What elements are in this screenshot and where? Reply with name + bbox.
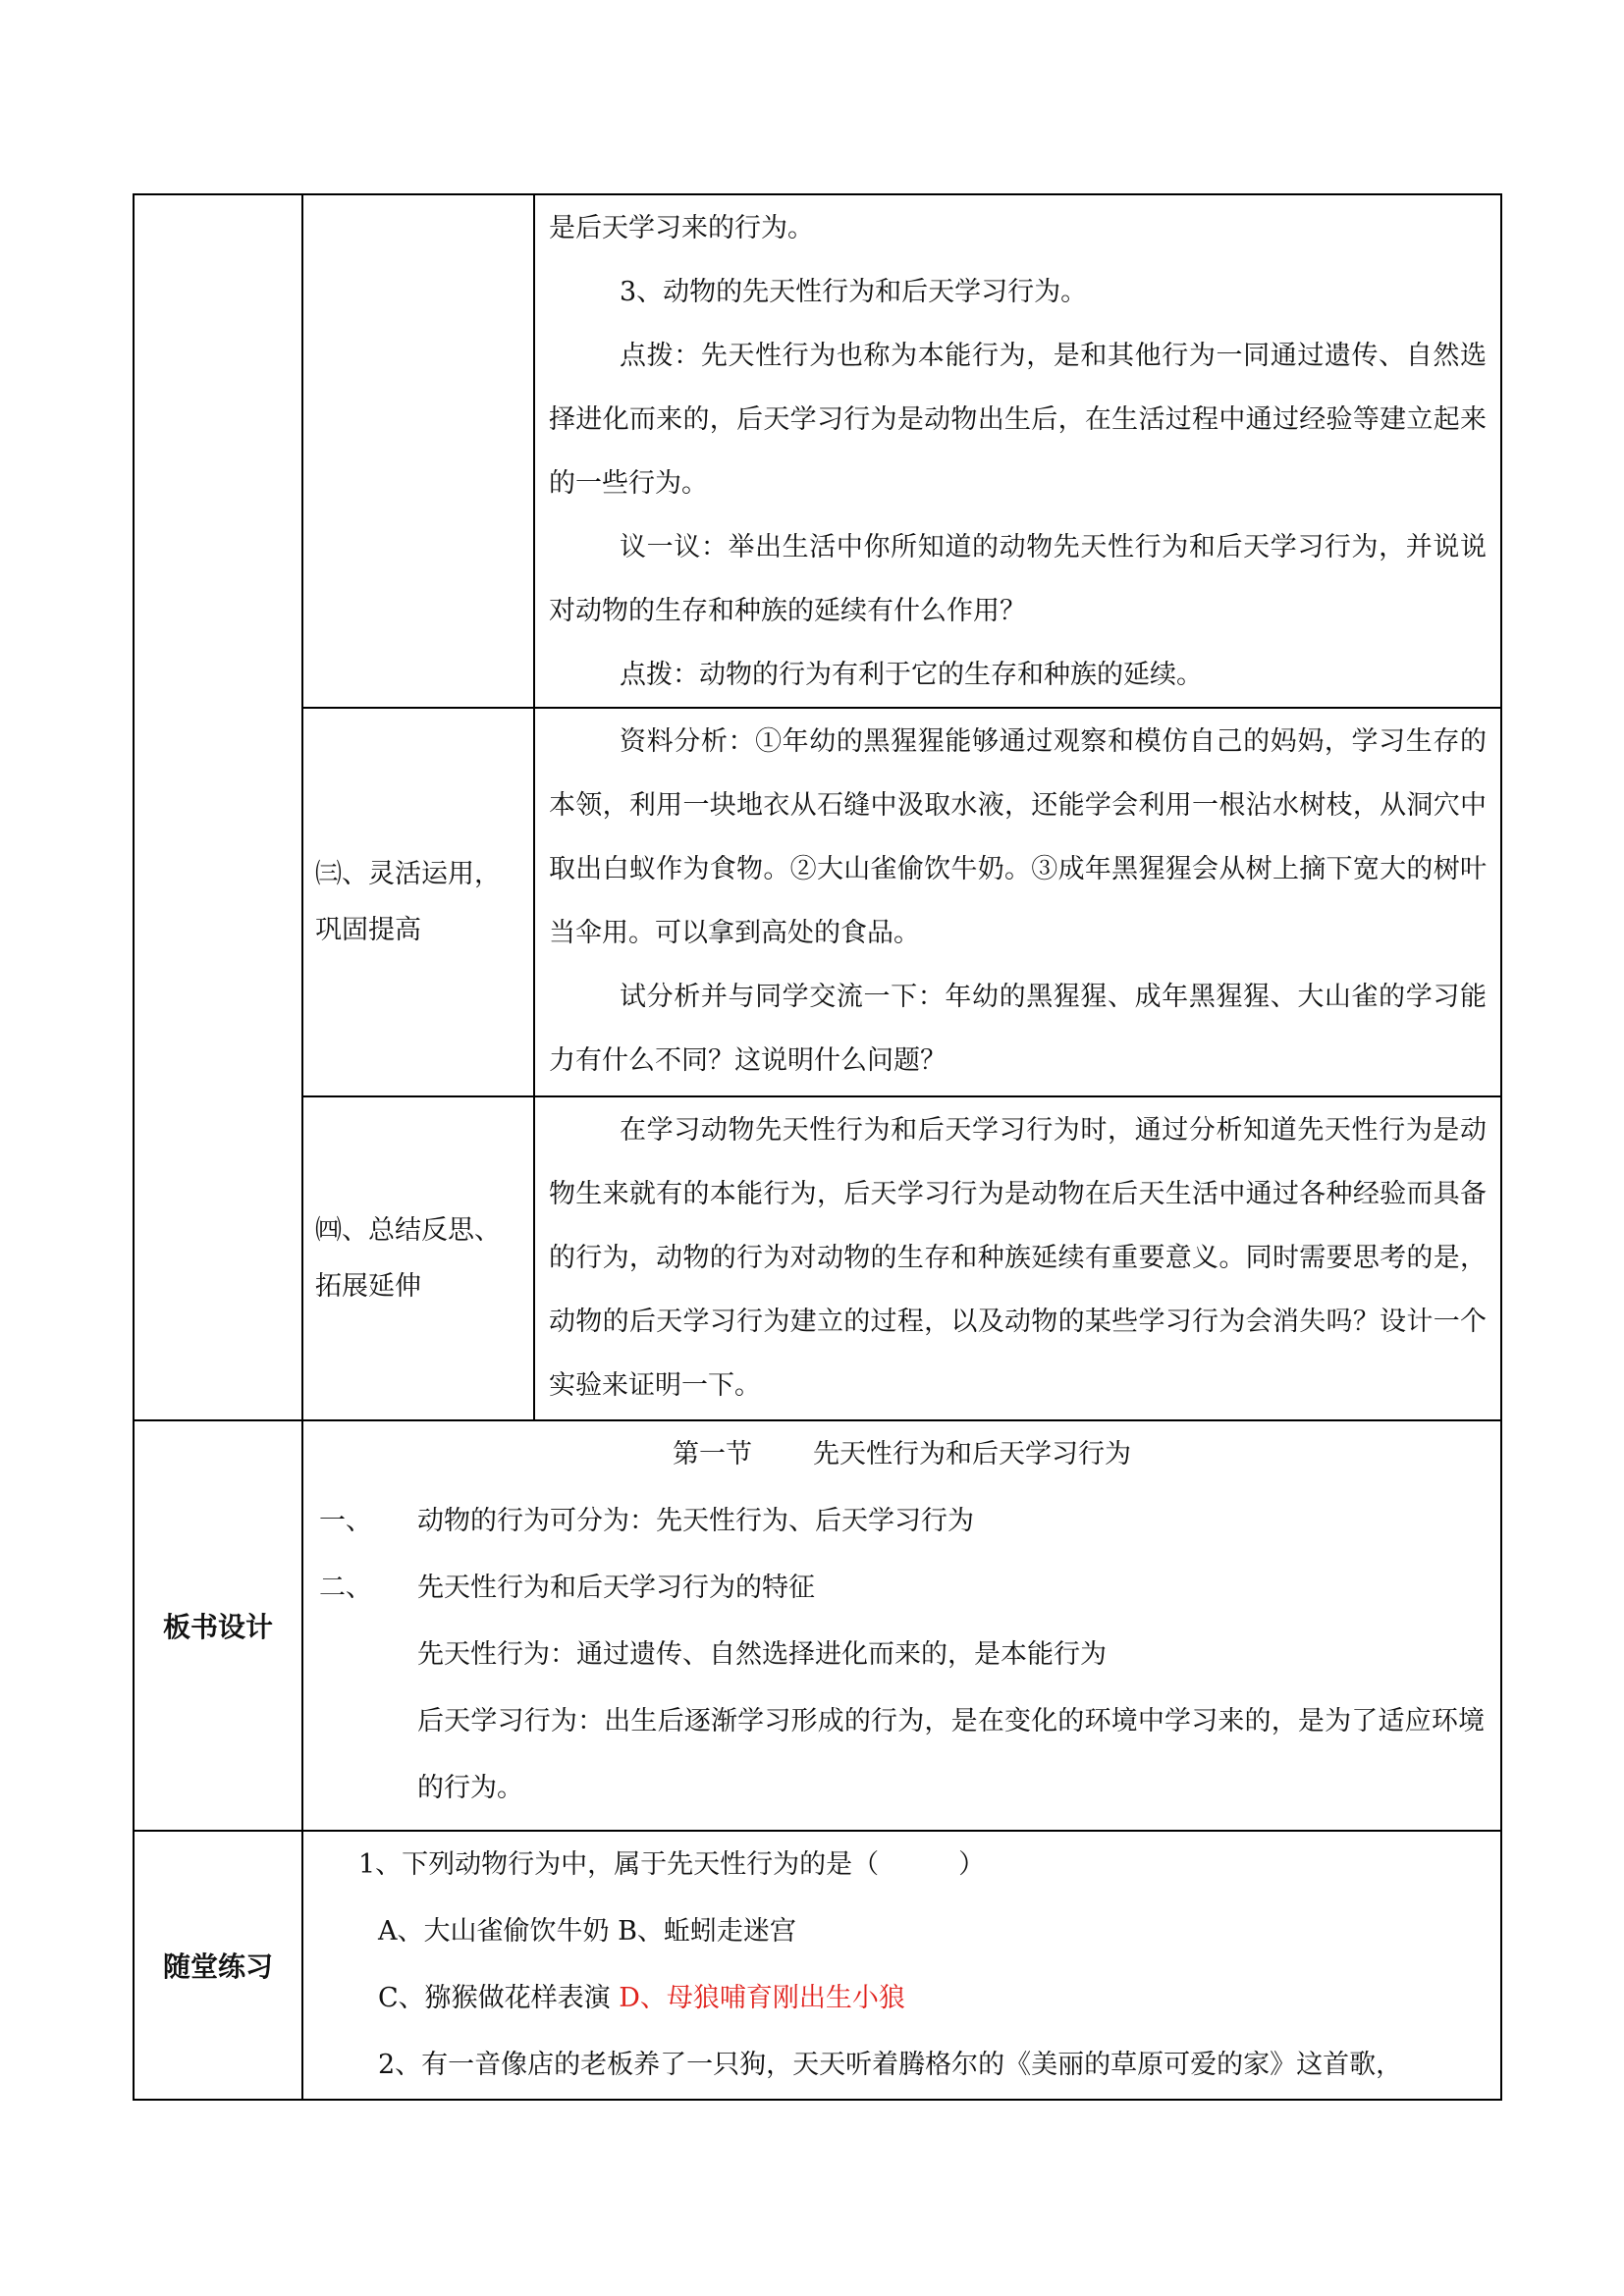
- board-item-text: 先天性行为和后天学习行为的特征: [417, 1573, 815, 1603]
- content-cell: [534, 1096, 1501, 1420]
- question-2: 2、有一音像店的老板养了一只狗，天天听着腾格尔的《美丽的草原可爱的家》这首歌，: [378, 2050, 1403, 2080]
- options-line-1: [319, 1898, 1485, 1965]
- stage-cell: [302, 1096, 534, 1420]
- practice-content-cell: [302, 1831, 1501, 2100]
- table-row-summary: [134, 1096, 1501, 1420]
- option-c: C、猕猴做花样表演: [378, 1983, 611, 2013]
- text-paragraph: 点拨：先天性行为也称为本能行为，是和其他行为一同通过遗传、自然选择进化而来的，后天学习行为是动物出生后，在生活过程中通过经验等建立起来的一些行为。: [549, 341, 1487, 499]
- option-b: B、蚯蚓走迷宫: [618, 1916, 796, 1947]
- board-title: 先天性行为和后天学习行为: [813, 1439, 1131, 1469]
- text-paragraph: 试分析并与同学交流一下：年幼的黑猩猩、成年黑猩猩、大山雀的学习能力有什么不同？这说明什么问题？: [549, 982, 1487, 1076]
- text-paragraph: 在学习动物先天性行为和后天学习行为时，通过分析知道先天性行为是动物生来就有的本能行为，后天学习行为是动物在后天生活中通过各种经验而具备的行为，动物的行为对动物的生存和种族延续有重要意义。同时需要思考的是，动物的后天学习行为建立的过程，以及动物的某些学习行为会消失吗？设计一个实验来证明一下。: [549, 1115, 1487, 1401]
- board-item-number: 一、: [319, 1506, 372, 1536]
- board-design-label: 板书设计: [134, 1420, 302, 1831]
- text-paragraph: 资料分析：①年幼的黑猩猩能够通过观察和模仿自己的妈妈，学习生存的本领，利用一块地衣从石缝中汲取水液，还能学会利用一根沾水树枝，从洞穴中取出白蚁作为食物。②大山雀偷饮牛奶。③成年黑猩猩会从树上摘下宽大的树叶当伞用。可以拿到高处的食品。: [549, 726, 1487, 948]
- stage-label: ㈣、总结反思、拓展延伸: [315, 1215, 501, 1302]
- table-row-content: [134, 194, 1501, 708]
- text-paragraph: 是后天学习来的行为。: [549, 213, 814, 243]
- board-content-cell: [302, 1420, 1501, 1831]
- content-cell: [534, 708, 1501, 1096]
- empty-label-cell: [134, 194, 302, 1420]
- content-cell: [534, 194, 1501, 708]
- board-item-text: 动物的行为可分为：先天性行为、后天学习行为: [417, 1506, 974, 1536]
- board-detail-line: 先天性行为：通过遗传、自然选择进化而来的，是本能行为: [417, 1639, 1107, 1670]
- table-row-board: [134, 1420, 1501, 1831]
- table-row-apply: [134, 708, 1501, 1096]
- option-a: A、大山雀偷饮牛奶: [378, 1916, 610, 1947]
- option-d-answer: D、母狼哺育刚出生小狼: [619, 1983, 905, 2013]
- table-row-practice: [134, 1831, 1501, 2100]
- board-item-number: 二、: [319, 1573, 372, 1603]
- stage-label: ㈢、灵活运用，巩固提高: [315, 859, 501, 945]
- board-heading: [319, 1421, 1485, 1488]
- question-1: 1、下列动物行为中，属于先天性行为的是（ ）: [358, 1849, 986, 1880]
- empty-stage-cell: [302, 194, 534, 708]
- text-paragraph: 3、动物的先天性行为和后天学习行为。: [620, 277, 1088, 307]
- board-item: [319, 1488, 1485, 1555]
- board-content: [303, 1421, 1500, 1830]
- board-detail-line: 后天学习行为：出生后逐渐学习形成的行为，是在变化的环境中学习来的，是为了适应环境的行为。: [417, 1706, 1485, 1803]
- lesson-plan-table: [133, 193, 1502, 2101]
- practice-content: [303, 1832, 1500, 2099]
- stage-cell: [302, 708, 534, 1096]
- options-line-2: [319, 1965, 1485, 2032]
- board-item: [319, 1555, 1485, 1622]
- text-paragraph: 议一议：举出生活中你所知道的动物先天性行为和后天学习行为，并说说对动物的生存和种族的延续有什么作用？: [549, 532, 1487, 626]
- board-section: 第一节: [673, 1439, 752, 1469]
- text-paragraph: 点拨：动物的行为有利于它的生存和种族的延续。: [620, 660, 1203, 690]
- practice-label: 随堂练习: [134, 1831, 302, 2100]
